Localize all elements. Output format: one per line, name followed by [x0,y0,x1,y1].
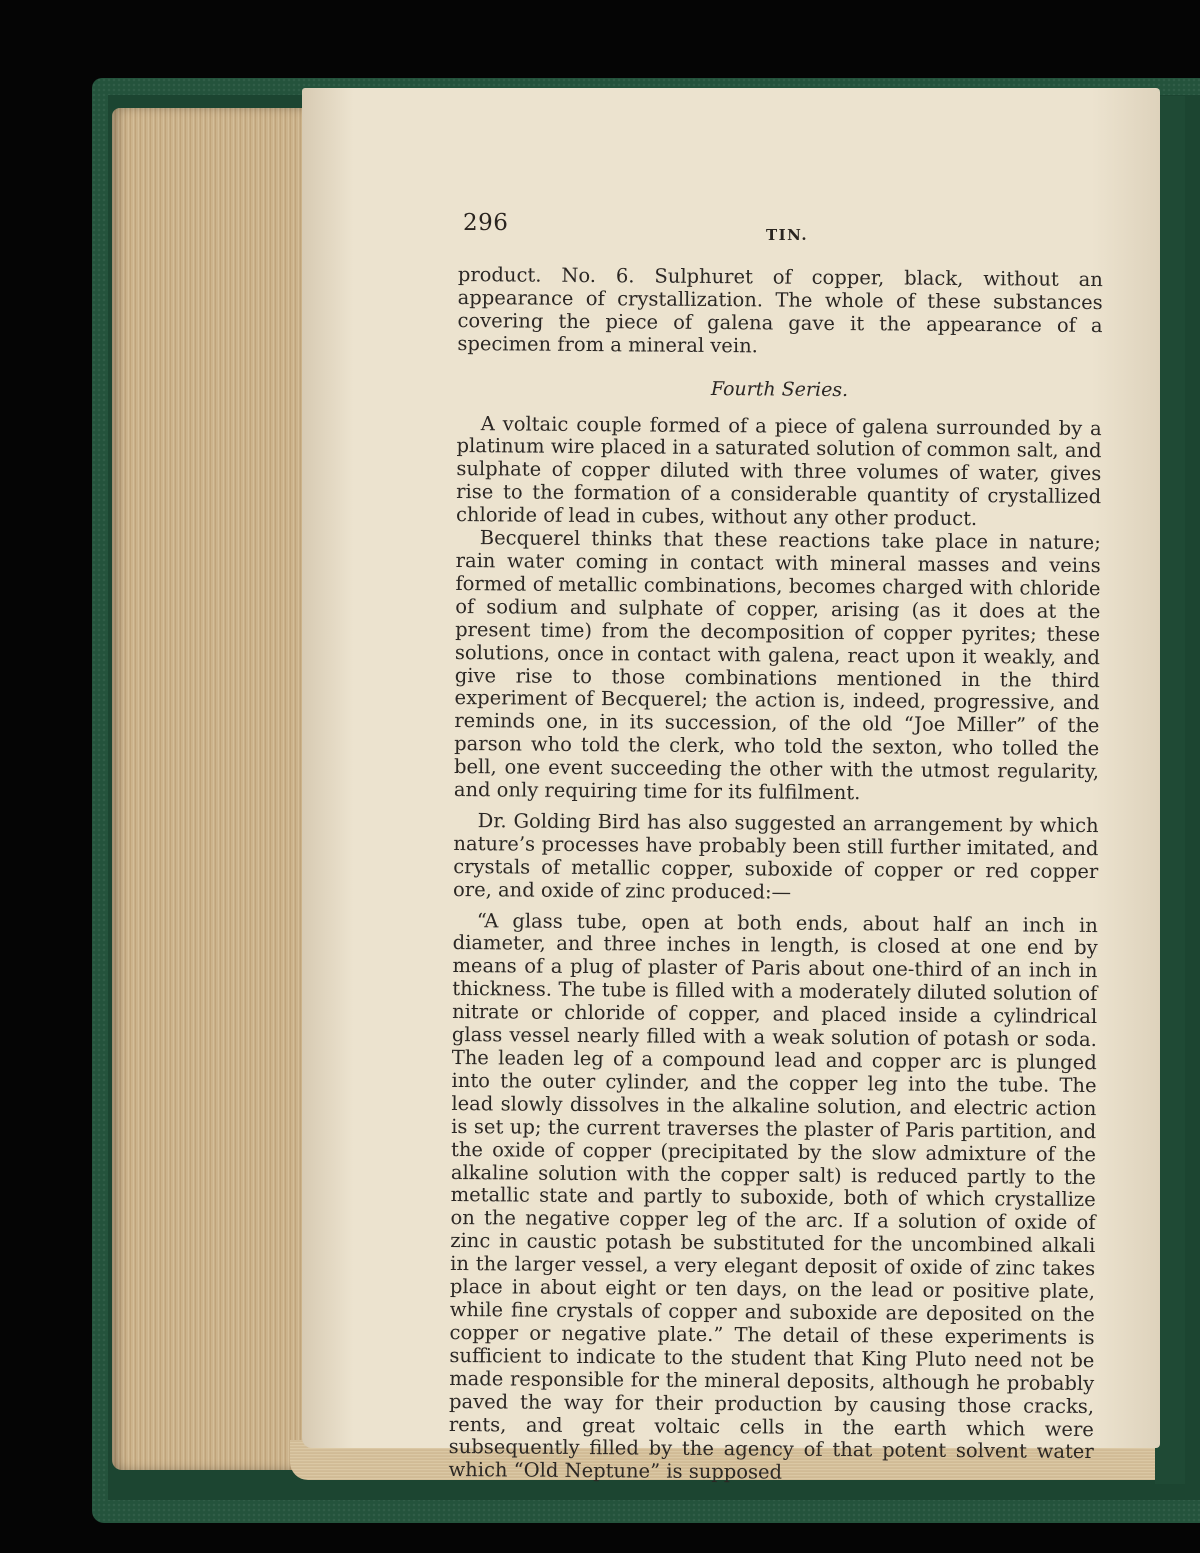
running-head: TIN. [766,226,809,244]
paragraph: A voltaic couple formed of a piece of galena surrounded by a platinum wire placed in a saturated solution of common salt, and sulphate of copper diluted with three volumes of water, gives rise to the formation of a considerable quantity of crystallized chloride of lead in cubes, without any other product. [455,411,1102,531]
paragraph: Dr. Golding Bird has also suggested an arrangement by which nature’s processes have probably been still further imitated, and crystals of metallic copper, suboxide of copper or red copper ore, and oxide of zinc produced:— [452,809,1099,904]
paragraph: Becquerel thinks that these reactions take place in nature; rain water coming in contact with mineral masses and veins formed of metallic combinations, becomes charged with chloride of sodium and sulphate of copper, arising (as it does at the present time) from the decomposition of copper pyrites; these solutions, once in contact with galena, react upon it weakly, and give rise to those combinations mentioned in the third experiment of Becquerel; the action is, indeed, progressive, and reminds one, in its succession, of the old “Joe Miller” of the parson who told the clerk, who told the sexton, who tolled the bell, one event succeeding the other with the utmost regularity, and only requiring time for its fulfilment. [453,526,1101,805]
paragraph: product. No. 6. Sulphuret of copper, black, without an appearance of crystallization. The whole of these substances covering the piece of galena gave it the appearance of a specimen from a mineral vein. [457,263,1103,358]
page-edges-left [112,108,312,1470]
section-heading: Fourth Series. [710,377,849,401]
page-number: 296 [463,210,509,236]
paragraph: “A glass tube, open at both ends, about half an inch in diameter, and three inches in length, is closed at one end by means of a plug of plaster of Paris about one-third of an inch in thickness. The tube is filled with a moderately diluted solution of nitrate or chloride of copper, and placed inside a cylindrical glass vessel nearly filled with a weak solution of potash or soda. The leaden leg of a compound lead and copper arc is plunged into the outer cylinder, and the copper leg into the tube. The lead slowly dissolves in the alkaline solution, and electric action is set up; the current traverses the plaster of Paris partition, and the oxide of copper (precipitated by the slow admixture of the alkaline solution with the copper salt) is reduced partly to the metallic state and partly to suboxide, both of which crystallize on the negative copper leg of the arc. If a solution of oxide of zinc in caustic potash be substituted for the uncombined alkali in the larger vessel, a very elegant deposit of oxide of zinc takes place in about eight or ten days, on the lead or positive plate, while fine crystals of copper and suboxide are deposited on the copper or negative plate.” The detail of these experiments is sufficient to indicate to the student that King Pluto need not be made responsible for the mineral deposits, although he probably paved the way for their production by causing those cracks, rents, and great voltaic cells in the earth which were subsequently filled by the agency of that potent solvent water which “Old Neptune” is supposed [448,908,1098,1484]
page-body [448,264,1103,1487]
